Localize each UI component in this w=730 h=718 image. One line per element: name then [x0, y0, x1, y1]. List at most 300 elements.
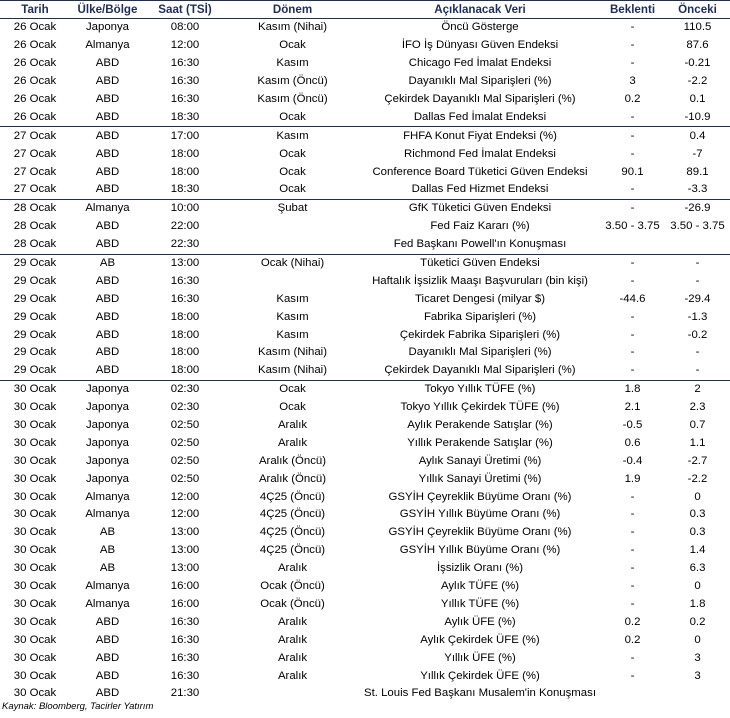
cell-country: Japonya: [85, 21, 130, 34]
cell-expected: -44.6: [619, 292, 646, 305]
cell-period: Kasım (Öncü): [257, 75, 328, 88]
cell-expected: -: [600, 254, 665, 272]
cell-expected: -0.5: [622, 419, 643, 432]
cell-country: AB: [70, 254, 145, 272]
table-row: [0, 470, 730, 488]
cell-previous: -: [695, 274, 700, 287]
cell-time: 08:00: [170, 21, 200, 34]
cell-time: 02:50: [170, 436, 200, 449]
header-previous: Önceki: [665, 1, 730, 19]
table-row: [0, 506, 730, 524]
cell-country: ABD: [95, 165, 120, 178]
table-row: [0, 542, 730, 560]
cell-previous: 0.1: [689, 93, 706, 105]
cell-period: Aralık: [277, 436, 308, 449]
cell-period: Kasım: [225, 127, 360, 145]
cell-country: ABD: [95, 147, 120, 160]
cell-previous: -26.9: [665, 199, 730, 217]
table-row: [0, 236, 730, 254]
cell-period: Kasım: [276, 57, 309, 70]
header-release: Açıklanacak Veri: [360, 1, 600, 19]
cell-previous: 89.1: [686, 165, 709, 178]
table-row: [0, 578, 730, 596]
cell-time: 02:30: [145, 380, 225, 398]
cell-previous: 2: [665, 380, 730, 398]
cell-previous: 0.3: [689, 508, 706, 521]
cell-release: GSYİH Çeyreklik Büyüme Oranı (%): [388, 490, 572, 503]
cell-expected: -: [630, 364, 635, 377]
cell-date: 26 Ocak: [13, 93, 57, 105]
cell-country: Almanya: [85, 580, 130, 593]
cell-date: 29 Ocak: [13, 328, 57, 341]
cell-release: Tokyo Yıllık TÜFE (%): [360, 380, 600, 398]
source-note: Kaynak: Bloomberg, Tacirler Yatırım: [2, 701, 154, 712]
table-row: [0, 344, 730, 362]
cell-release: St. Louis Fed Başkanı Musalem'in Konuşması: [364, 687, 596, 700]
cell-date: 26 Ocak: [13, 39, 57, 52]
cell-previous: 0.4: [665, 127, 730, 145]
cell-release: Yıllık ÜFE (%): [444, 651, 516, 664]
cell-release: İşsizlik Oranı (%): [436, 562, 524, 575]
cell-expected: -: [630, 274, 635, 287]
table-row: [0, 127, 730, 145]
cell-country: ABD: [95, 364, 120, 377]
cell-date: 30 Ocak: [13, 526, 57, 539]
cell-previous: -3.3: [687, 183, 708, 196]
header-time: Saat (TSİ): [145, 1, 225, 19]
cell-release: Yıllık Perakende Satışlar (%): [407, 436, 553, 449]
cell-expected: -: [600, 199, 665, 217]
cell-expected: -: [630, 490, 635, 503]
table-row: [0, 380, 730, 398]
cell-time: 10:00: [145, 199, 225, 217]
cell-date: 29 Ocak: [13, 364, 57, 377]
cell-country: AB: [99, 526, 116, 539]
cell-release: Chicago Fed İmalat Endeksi: [408, 57, 552, 70]
cell-previous: -: [695, 364, 700, 377]
cell-date: 29 Ocak: [13, 310, 57, 323]
cell-release: Öncü Gösterge: [441, 21, 519, 34]
cell-date: 27 Ocak: [13, 147, 57, 160]
cell-expected: [600, 685, 665, 703]
cell-release: GfK Tüketici Güven Endeksi: [360, 199, 600, 217]
cell-period: Ocak: [279, 165, 306, 178]
cell-release: FHFA Konut Fiyat Endeksi (%): [360, 127, 600, 145]
cell-period: 4Ç25 (Öncü): [259, 490, 326, 503]
cell-period: 4Ç25 (Öncü): [259, 526, 326, 539]
cell-date: 30 Ocak: [13, 633, 57, 646]
cell-expected: -: [630, 39, 635, 52]
table-row: [0, 667, 730, 685]
cell-period: Aralık: [277, 419, 308, 432]
cell-period: Ocak: [279, 110, 306, 123]
cell-country: Japonya: [85, 436, 130, 449]
cell-time: 16:00: [170, 597, 200, 610]
cell-previous: 0.3: [689, 526, 706, 539]
cell-expected: 90.1: [621, 165, 644, 178]
cell-expected: -: [630, 651, 635, 664]
cell-period: Kasım (Öncü): [257, 93, 328, 105]
cell-expected: -0.4: [622, 454, 643, 467]
cell-period: [225, 236, 360, 254]
cell-period: Kasım: [276, 310, 309, 323]
cell-country: ABD: [95, 669, 120, 682]
cell-previous: -7: [692, 147, 703, 160]
cell-time: 18:00: [170, 328, 200, 341]
cell-period: Ocak (Nihai): [225, 254, 360, 272]
cell-previous: 1.4: [689, 544, 706, 557]
cell-time: 16:30: [170, 669, 200, 682]
table-row: [0, 596, 730, 614]
cell-expected: 2.1: [624, 401, 641, 414]
cell-date: 26 Ocak: [13, 57, 57, 70]
cell-country: AB: [99, 544, 116, 557]
cell-expected: -: [630, 110, 635, 123]
cell-country: ABD: [95, 57, 120, 70]
cell-date: 26 Ocak: [13, 75, 57, 88]
cell-period: Aralık: [277, 562, 308, 575]
cell-time: 18:00: [170, 165, 200, 178]
cell-time: 12:00: [170, 508, 200, 521]
cell-release: Yıllık Sanayi Üretimi (%): [418, 472, 542, 485]
cell-time: 18:00: [170, 364, 200, 377]
cell-release: Fed Başkanı Powell'ın Konuşması: [393, 238, 567, 251]
cell-date: 30 Ocak: [13, 687, 57, 700]
cell-release: Aylık Perakende Satışlar (%): [407, 419, 553, 432]
cell-period: Aralık: [277, 651, 308, 664]
cell-expected: -: [630, 544, 635, 557]
cell-country: Almanya: [85, 490, 130, 503]
cell-expected: -: [630, 57, 635, 70]
cell-expected: -: [630, 508, 635, 521]
cell-expected: -: [630, 597, 635, 610]
cell-time: 18:00: [170, 310, 200, 323]
cell-period: 4Ç25 (Öncü): [259, 508, 326, 521]
cell-country: ABD: [95, 633, 120, 646]
cell-previous: -: [665, 254, 730, 272]
cell-period: [225, 272, 360, 290]
cell-expected: -: [630, 580, 635, 593]
cell-date: 27 Ocak: [0, 127, 70, 145]
cell-previous: -0.21: [684, 57, 711, 70]
cell-country: ABD: [95, 220, 120, 233]
cell-period: Ocak: [279, 401, 306, 414]
cell-country: Almanya: [85, 508, 130, 521]
table-row: [0, 362, 730, 380]
table-row: [0, 308, 730, 326]
cell-period: Ocak (Öncü): [260, 597, 325, 610]
cell-time: 16:30: [170, 274, 200, 287]
cell-country: ABD: [95, 93, 120, 105]
table-row: [0, 181, 730, 199]
table-row: [0, 613, 730, 631]
cell-date: 30 Ocak: [13, 401, 57, 414]
cell-country: Japonya: [85, 419, 130, 432]
table-row: [0, 73, 730, 91]
cell-expected: -: [630, 310, 635, 323]
header-country: Ülke/Bölge: [70, 1, 145, 19]
cell-release: Fed Faiz Kararı (%): [430, 220, 530, 233]
cell-time: 16:30: [170, 57, 200, 70]
cell-release: Tokyo Yıllık Çekirdek TÜFE (%): [400, 401, 560, 414]
cell-time: 16:30: [170, 651, 200, 664]
cell-previous: -10.9: [684, 110, 711, 123]
cell-country: ABD: [95, 687, 120, 700]
table-row: [0, 488, 730, 506]
cell-release: Dayanıklı Mal Siparişleri (%): [408, 346, 552, 359]
table-row: [0, 434, 730, 452]
cell-previous: -2.7: [687, 454, 708, 467]
cell-time: 13:00: [170, 544, 200, 557]
cell-period: Şubat: [225, 199, 360, 217]
cell-time: 02:50: [170, 454, 200, 467]
cell-expected: -: [600, 127, 665, 145]
cell-release: GSYİH Yıllık Büyüme Oranı (%): [399, 508, 561, 521]
cell-release: Ticaret Dengesi (milyar $): [415, 292, 545, 305]
cell-period: Aralık (Öncü): [258, 472, 327, 485]
cell-previous: 3: [694, 651, 701, 664]
cell-release: Dayanıklı Mal Siparişleri (%): [408, 75, 552, 88]
cell-country: ABD: [95, 615, 120, 628]
cell-date: 26 Ocak: [13, 21, 57, 34]
cell-release: İFO İş Dünyası Güven Endeksi: [401, 39, 559, 52]
cell-date: 28 Ocak: [13, 220, 57, 233]
header-date: Tarih: [0, 1, 70, 19]
cell-date: 30 Ocak: [13, 490, 57, 503]
cell-period: Kasım (Nihai): [258, 364, 327, 377]
cell-time: 18:00: [170, 147, 200, 160]
cell-time: 16:30: [170, 75, 200, 88]
cell-country: ABD: [95, 110, 120, 123]
table-row: [0, 399, 730, 417]
table-row: [0, 199, 730, 217]
cell-period: [225, 685, 360, 703]
cell-period: Kasım: [276, 328, 309, 341]
cell-period: 4Ç25 (Öncü): [259, 544, 326, 557]
cell-time: 18:00: [170, 346, 200, 359]
table-row: [0, 145, 730, 163]
cell-expected: 3: [629, 75, 636, 88]
cell-time: 16:00: [170, 580, 200, 593]
cell-time: 13:00: [145, 254, 225, 272]
cell-release: Conference Board Tüketici Güven Endeksi: [372, 165, 588, 178]
cell-time: 13:00: [170, 526, 200, 539]
cell-date: 30 Ocak: [13, 562, 57, 575]
cell-time: 16:30: [170, 93, 200, 105]
cell-date: 29 Ocak: [13, 346, 57, 359]
cell-release: Çekirdek Dayanıklı Mal Siparişleri (%): [384, 364, 576, 377]
cell-previous: 3.50 - 3.75: [670, 220, 725, 233]
cell-expected: -: [630, 346, 635, 359]
cell-previous: -2.2: [687, 75, 708, 88]
cell-date: 30 Ocak: [13, 669, 57, 682]
table-row: [0, 37, 730, 55]
cell-time: 13:00: [170, 562, 200, 575]
table-row: [0, 218, 730, 236]
cell-date: 30 Ocak: [13, 436, 57, 449]
cell-country: Almanya: [85, 597, 130, 610]
cell-expected: -: [630, 526, 635, 539]
cell-date: 30 Ocak: [13, 597, 57, 610]
cell-release: Aylık Çekirdek ÜFE (%): [420, 633, 540, 646]
cell-release: Tüketici Güven Endeksi: [360, 254, 600, 272]
cell-expected: 1.9: [624, 472, 641, 485]
table-row: [0, 272, 730, 290]
cell-country: Japonya: [85, 454, 130, 467]
cell-period: [225, 218, 360, 236]
cell-date: 30 Ocak: [13, 615, 57, 628]
cell-release: Fabrika Siparişleri (%): [423, 310, 537, 323]
cell-expected: [600, 236, 665, 254]
cell-time: 22:00: [170, 220, 200, 233]
cell-country: AB: [99, 562, 116, 575]
cell-date: 29 Ocak: [13, 274, 57, 287]
table-row: [0, 55, 730, 73]
table-row: [0, 108, 730, 126]
cell-date: 30 Ocak: [13, 544, 57, 557]
cell-country: ABD: [95, 310, 120, 323]
cell-period: Ocak: [279, 147, 306, 160]
cell-country: ABD: [95, 238, 120, 251]
table-body: [0, 19, 730, 703]
cell-previous: 0: [694, 490, 701, 503]
cell-country: ABD: [95, 75, 120, 88]
cell-release: GSYİH Yıllık Büyüme Oranı (%): [399, 544, 561, 557]
cell-country: Almanya: [85, 39, 130, 52]
cell-previous: -29.4: [684, 292, 711, 305]
cell-expected: -: [630, 328, 635, 341]
table-header: [0, 1, 730, 19]
table-row: [0, 452, 730, 470]
cell-expected: -: [630, 669, 635, 682]
cell-expected: 0.2: [624, 615, 641, 628]
cell-previous: [665, 236, 730, 254]
cell-expected: -: [630, 147, 635, 160]
cell-previous: 110.5: [683, 21, 712, 34]
cell-previous: 87.6: [686, 39, 709, 52]
cell-expected: 3.50 - 3.75: [605, 220, 660, 233]
cell-date: 30 Ocak: [13, 472, 57, 485]
cell-release: Çekirdek Fabrika Siparişleri (%): [399, 328, 561, 341]
cell-period: Kasım (Nihai): [258, 21, 327, 34]
cell-time: 16:30: [170, 633, 200, 646]
cell-release: Yıllık TÜFE (%): [440, 597, 520, 610]
cell-previous: [665, 685, 730, 703]
cell-release: Çekirdek Dayanıklı Mal Siparişleri (%): [384, 93, 576, 105]
cell-country: ABD: [95, 651, 120, 664]
cell-period: Ocak (Öncü): [260, 580, 325, 593]
table-row: [0, 19, 730, 37]
cell-date: 30 Ocak: [0, 380, 70, 398]
cell-previous: 0: [694, 633, 701, 646]
cell-date: 28 Ocak: [0, 199, 70, 217]
cell-expected: 0.6: [624, 436, 641, 449]
cell-period: Kasım (Nihai): [258, 346, 327, 359]
cell-time: 02:50: [170, 472, 200, 485]
table-row: [0, 560, 730, 578]
cell-release: Dallas Fed Hizmet Endeksi: [411, 183, 549, 196]
table-row: [0, 290, 730, 308]
cell-release: Dallas Fed İmalat Endeksi: [413, 110, 547, 123]
table-row: [0, 326, 730, 344]
cell-date: 27 Ocak: [13, 165, 57, 178]
cell-date: 29 Ocak: [0, 254, 70, 272]
header-row: [0, 1, 730, 19]
cell-date: 30 Ocak: [13, 580, 57, 593]
cell-country: ABD: [95, 328, 120, 341]
cell-time: 02:30: [170, 401, 200, 414]
cell-time: 18:30: [170, 110, 200, 123]
cell-date: 26 Ocak: [13, 110, 57, 123]
cell-expected: -: [630, 562, 635, 575]
header-expected: Beklenti: [600, 1, 665, 19]
cell-time: 21:30: [170, 687, 200, 700]
cell-release: Aylık Sanayi Üretimi (%): [418, 454, 542, 467]
cell-expected: 0.2: [624, 633, 641, 646]
cell-country: Japonya: [70, 380, 145, 398]
cell-date: 27 Ocak: [13, 183, 57, 196]
cell-period: Kasım: [276, 292, 309, 305]
cell-previous: 1.8: [689, 597, 706, 610]
cell-period: Aralık: [277, 615, 308, 628]
cell-time: 12:00: [170, 39, 200, 52]
cell-time: 16:30: [170, 615, 200, 628]
cell-period: Ocak: [279, 183, 306, 196]
cell-time: 02:50: [170, 419, 200, 432]
cell-release: Aylık TÜFE (%): [440, 580, 520, 593]
cell-previous: 6.3: [689, 562, 706, 575]
cell-expected: -: [630, 21, 635, 34]
cell-date: 30 Ocak: [13, 419, 57, 432]
cell-time: 18:30: [170, 183, 200, 196]
cell-previous: 0: [694, 580, 701, 593]
cell-period: Aralık (Öncü): [258, 454, 327, 467]
cell-date: 30 Ocak: [13, 454, 57, 467]
cell-country: Japonya: [85, 401, 130, 414]
cell-release: GSYİH Çeyreklik Büyüme Oranı (%): [388, 526, 572, 539]
cell-previous: -2.2: [687, 472, 708, 485]
cell-previous: 1.1: [689, 436, 706, 449]
cell-time: 16:30: [170, 292, 200, 305]
table-row: [0, 417, 730, 435]
cell-expected: -: [630, 183, 635, 196]
table-row: [0, 254, 730, 272]
table-row: [0, 524, 730, 542]
cell-release: Yıllık Çekirdek ÜFE (%): [420, 669, 540, 682]
table-row: [0, 649, 730, 667]
cell-release: Haftalık İşsizlik Maaşı Başvuruları (bin kişi): [372, 274, 588, 287]
cell-previous: -0.2: [687, 328, 708, 341]
cell-period: Aralık: [277, 633, 308, 646]
cell-time: 17:00: [145, 127, 225, 145]
cell-period: Ocak: [279, 39, 306, 52]
cell-country: ABD: [95, 292, 120, 305]
cell-release: Richmond Fed İmalat Endeksi: [404, 147, 556, 160]
cell-date: 30 Ocak: [13, 651, 57, 664]
cell-country: ABD: [95, 274, 120, 287]
cell-previous: 3: [694, 669, 701, 682]
cell-country: ABD: [95, 183, 120, 196]
cell-expected: 1.8: [600, 380, 665, 398]
cell-previous: 0.2: [689, 615, 706, 628]
cell-previous: -1.3: [687, 310, 708, 323]
cell-period: Ocak: [225, 380, 360, 398]
table-row: [0, 163, 730, 181]
cell-country: ABD: [70, 127, 145, 145]
header-period: Dönem: [225, 1, 360, 19]
cell-time: 12:00: [170, 490, 200, 503]
cell-release: Aylık ÜFE (%): [444, 615, 516, 628]
